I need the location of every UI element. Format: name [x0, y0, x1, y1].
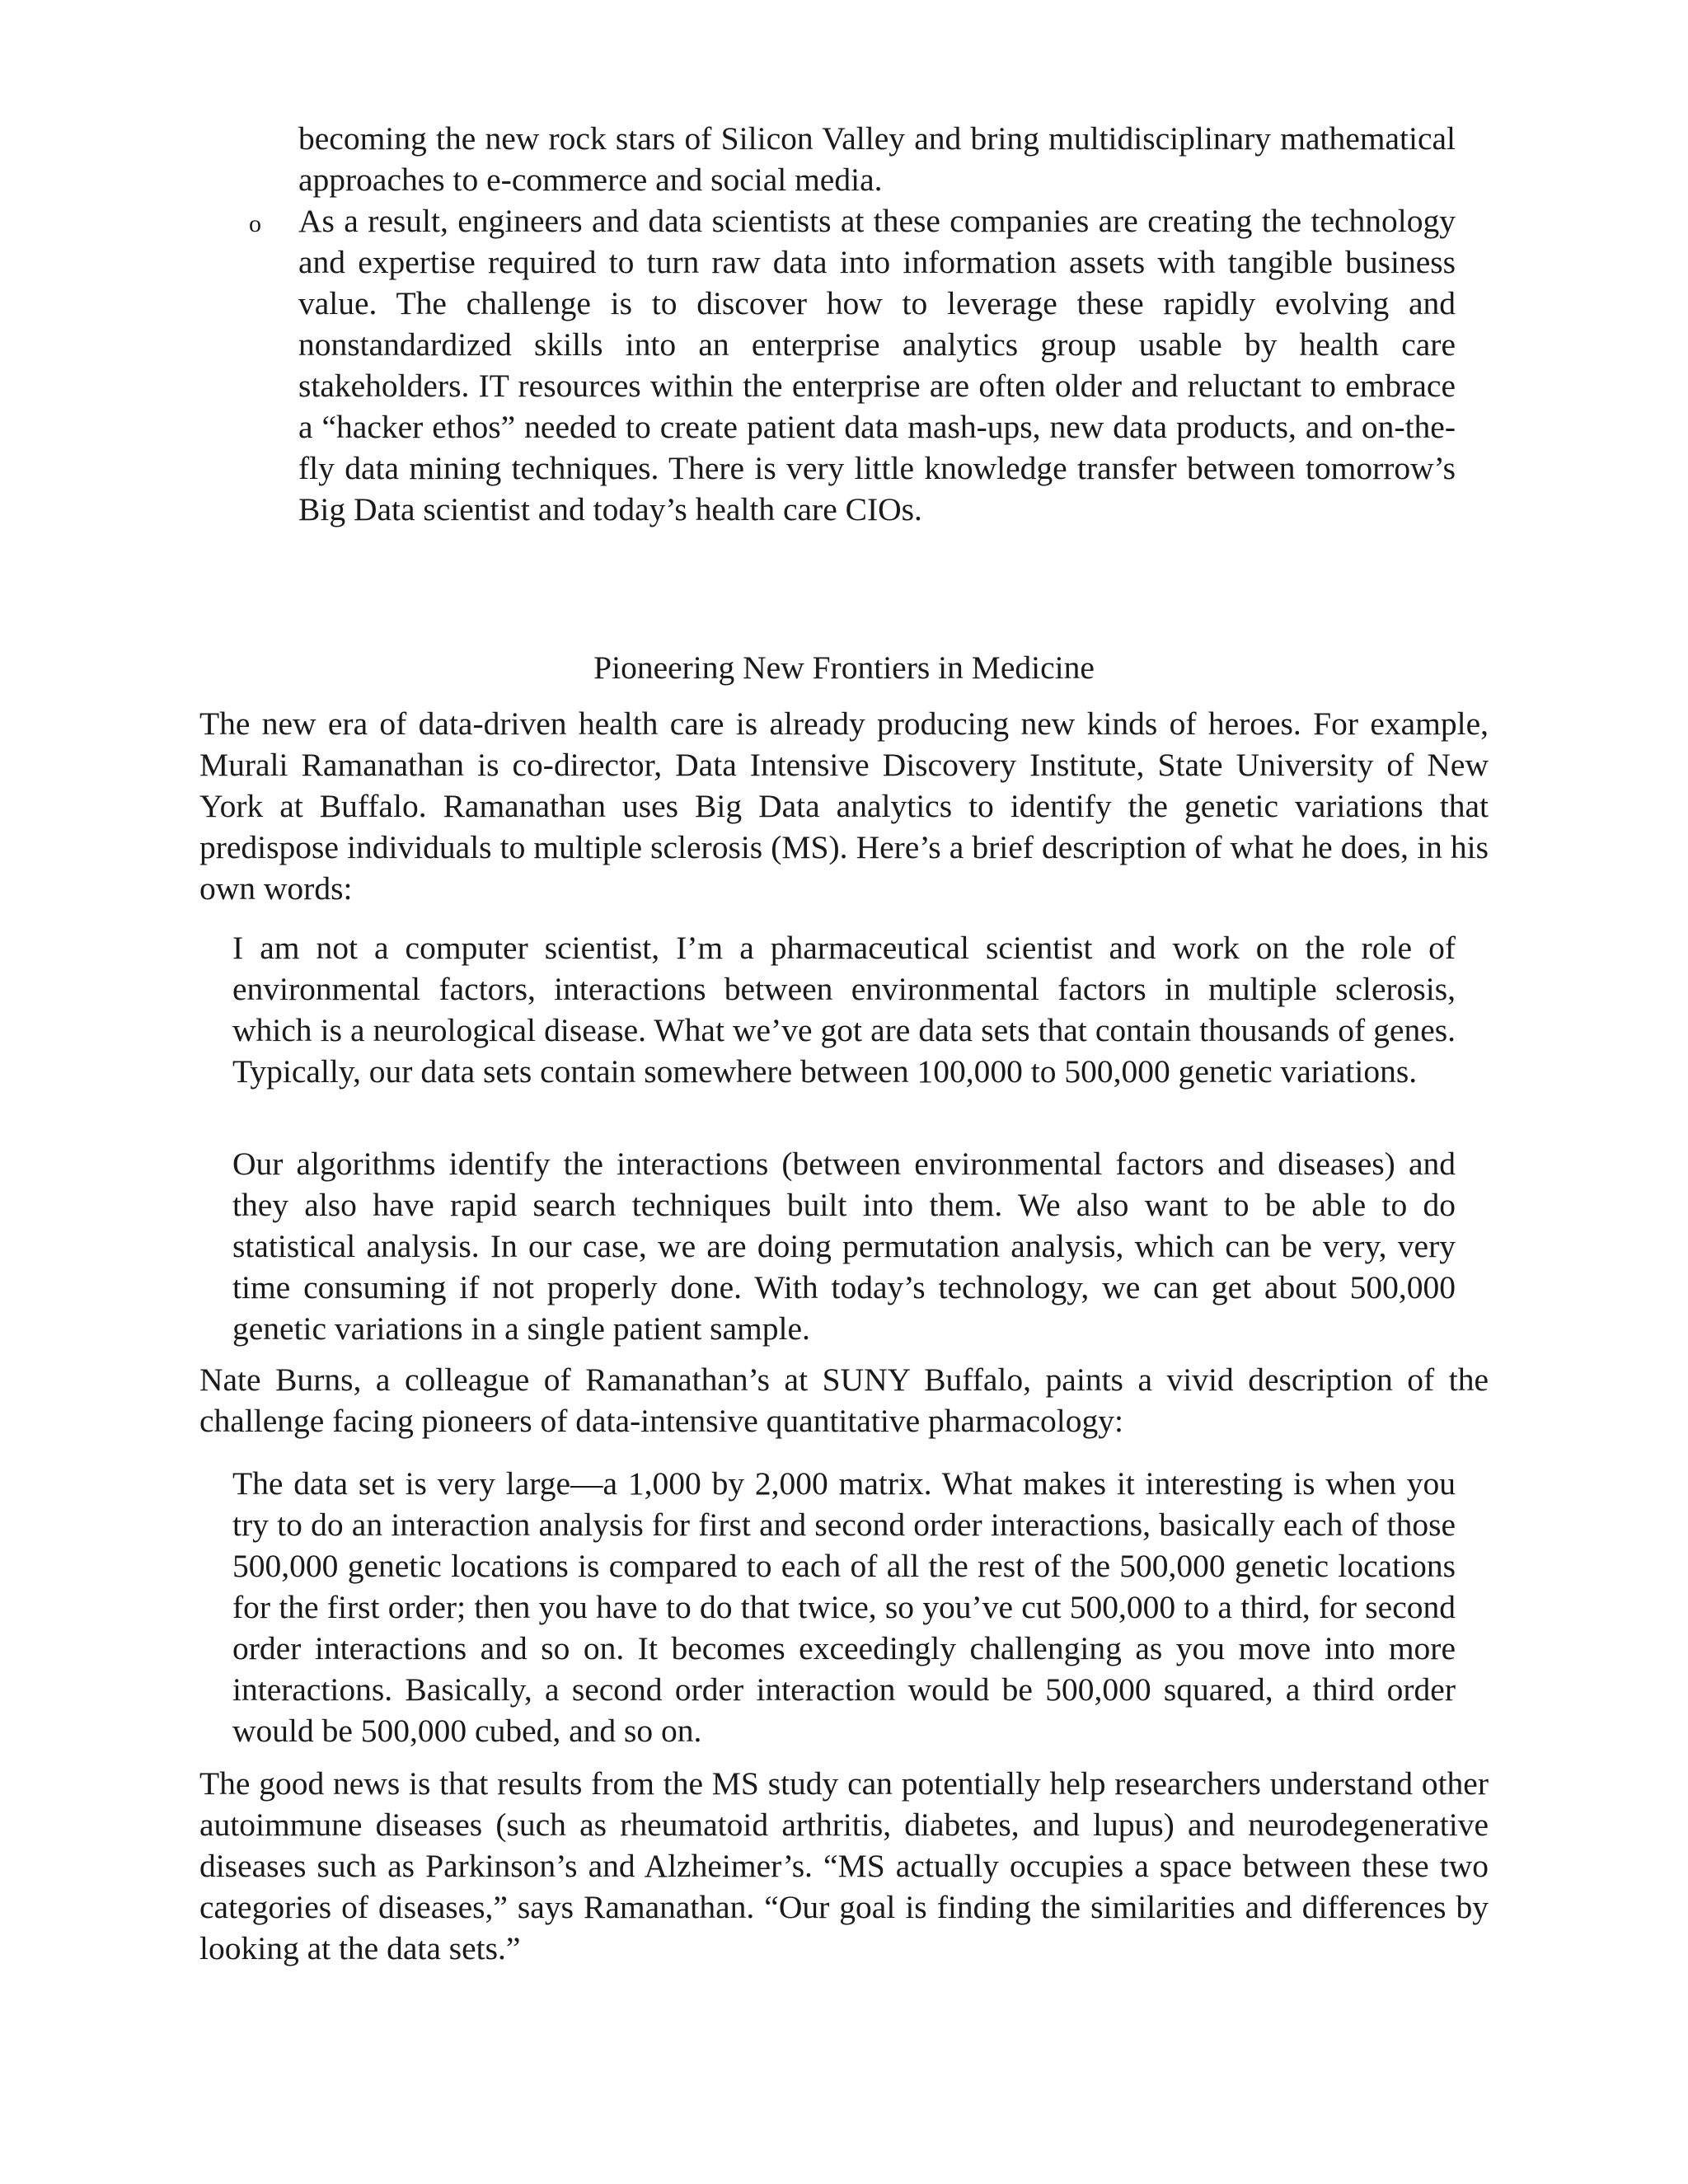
bullet-item-text: As a result, engineers and data scientists at these companies are creating the technology and expertise required to turn raw data into information assets with tangible business value. The challenge is to discover how to leverage these rapidly evolving and nonstandardized skills into an enterprise analytics group usable by health care stakeholders. IT resources within the enterprise are often older and reluctant to embrace a “hacker ethos” needed to create patient data mash-ups, new data products, and on-the-fly data mining techniques. There is very little knowledge transfer between tomorrow’s Big Data scientist and today’s health care CIOs.: [298, 203, 1456, 527]
block-quote-2: Our algorithms identify the interactions (between environmental factors and diseases) and they also have rapid search techniques built into them. We also want to be able to do statistical analysis. In our case, we are doing permutation analysis, which can be very, very time consuming if not properly done. With today’s technology, we can get about 500,000 genetic variations in a single patient sample.: [232, 1146, 1456, 1347]
body-paragraph-3: The good news is that results from the MS study can potentially help researchers understand other autoimmune diseases (such as rheumatoid arthritis, diabetes, and lupus) and neurodegenerative diseases such as Parkinson’s and Alzheimer’s. “MS actually occupies a space between these two categories of diseases,” says Ramanathan. “Our goal is finding the similarities and differences by looking at the data sets.”: [199, 1765, 1489, 1966]
bullet-marker: o: [249, 210, 261, 237]
bullet-continuation-text: becoming the new rock stars of Silicon Valley and bring multidisciplinary mathematical approaches to e-commerce and social media.: [298, 120, 1456, 198]
body-paragraph-2: Nate Burns, a colleague of Ramanathan’s at SUNY Buffalo, paints a vivid description of the challenge facing pioneers of data-intensive quantitative pharmacology:: [199, 1361, 1489, 1439]
section-heading: Pioneering New Frontiers in Medicine: [593, 649, 1095, 686]
body-paragraph-1: The new era of data-driven health care is already producing new kinds of heroes. For example, Murali Ramanathan is co-director, Data Intensive Discovery Institute, State University of New York at Buffalo. Ramanathan uses Big Data analytics to identify the genetic variations that predispose individuals to multiple sclerosis (MS). Here’s a brief description of what he does, in his own words:: [199, 705, 1489, 907]
block-quote-1: I am not a computer scientist, I’m a pharmaceutical scientist and work on the role of environmental factors, interactions between environmental factors in multiple sclerosis, which is a neurological disease. What we’ve got are data sets that contain thousands of genes. Typically, our data sets contain somewhere between 100,000 to 500,000 genetic variations.: [232, 930, 1456, 1090]
block-quote-3: The data set is very large—a 1,000 by 2,000 matrix. What makes it interesting is when you try to do an interaction analysis for first and second order interactions, basically each of those 500,000 genetic locations is compared to each of all the rest of the 500,000 genetic locations for the first order; then you have to do that twice, so you’ve cut 500,000 to a third, for second order interactions and so on. It becomes exceedingly challenging as you move into more interactions. Basically, a second order interaction would be 500,000 squared, a third order would be 500,000 cubed, and so on.: [232, 1465, 1456, 1749]
